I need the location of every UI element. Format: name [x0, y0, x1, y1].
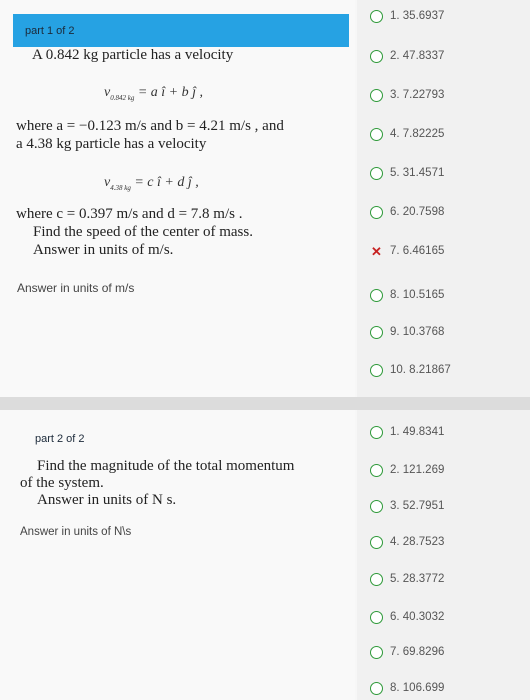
part2-option-7[interactable]: 7. 69.8296 [370, 640, 525, 664]
part1-task-line2: Answer in units of m/s. [33, 242, 174, 258]
part2-answer-label: Answer in units of N\s [20, 526, 132, 538]
part1-label: part 1 of 2 [25, 25, 75, 37]
radio-icon[interactable] [370, 364, 383, 377]
part1-where-line-b: a 4.38 kg particle has a velocity [16, 136, 207, 152]
part2-options [357, 410, 530, 700]
part1-option-9[interactable]: 9. 10.3768 [370, 320, 525, 344]
radio-icon[interactable] [370, 167, 383, 180]
radio-icon[interactable] [370, 50, 383, 63]
part2-option-1[interactable]: 1. 49.8341 [370, 420, 525, 444]
radio-icon[interactable] [370, 464, 383, 477]
part1-option-10[interactable]: 10. 8.21867 [370, 358, 525, 382]
radio-icon[interactable] [370, 326, 383, 339]
part1-equation-1: $v_{0.842 kg} = a$ î + b ĵ , [104, 85, 204, 102]
radio-icon[interactable] [370, 500, 383, 513]
part1-option-4[interactable]: 4. 7.82225 [370, 122, 525, 146]
part1-task-line1: Find the speed of the center of mass. [33, 224, 253, 240]
radio-icon[interactable] [370, 289, 383, 302]
part2-option-5[interactable]: 5. 28.3772 [370, 567, 525, 591]
radio-icon[interactable] [370, 646, 383, 659]
part1-option-5[interactable]: 5. 31.4571 [370, 161, 525, 185]
part1-options [357, 0, 530, 397]
part1-answer-label: Answer in units of m/s [17, 281, 135, 295]
wrong-answer-x-icon: ✕ [371, 243, 382, 259]
radio-icon[interactable] [370, 536, 383, 549]
part1-option-6[interactable]: 6. 20.7598 [370, 200, 525, 224]
part2-option-3[interactable]: 3. 52.7951 [370, 494, 525, 518]
part1-where-line-2: where c = 0.397 m/s and d = 7.8 m/s . [16, 206, 243, 222]
part1-where-line-a: where a = −0.123 m/s and b = 4.21 m/s , and [16, 118, 284, 134]
part1-header-bar [13, 14, 349, 47]
part2-question-area [0, 410, 355, 700]
part2-option-4[interactable]: 4. 28.7523 [370, 530, 525, 554]
part-separator [0, 397, 530, 410]
part1-option-8[interactable]: 8. 10.5165 [370, 283, 525, 307]
radio-icon[interactable] [370, 128, 383, 141]
part2-panel [0, 410, 530, 700]
part2-option-8[interactable]: 8. 106.699 [370, 676, 525, 700]
radio-icon[interactable] [370, 573, 383, 586]
part2-option-6[interactable]: 6. 40.3032 [370, 605, 525, 629]
part1-equation-2: $v_{4.38 kg} = c$ î + d ĵ , [104, 175, 199, 192]
part1-option-7[interactable]: ✕ 7. 6.46165 [371, 243, 445, 259]
radio-icon[interactable] [370, 89, 383, 102]
part1-option-1[interactable]: 1. 35.6937 [370, 4, 525, 28]
part2-label: part 2 of 2 [35, 433, 85, 445]
radio-icon[interactable] [370, 426, 383, 439]
radio-icon[interactable] [370, 682, 383, 695]
part1-question-area [0, 0, 355, 397]
radio-icon[interactable] [370, 611, 383, 624]
radio-icon[interactable] [370, 206, 383, 219]
part2-task-line2: of the system. [20, 475, 104, 491]
part1-option-3[interactable]: 3. 7.22793 [370, 83, 525, 107]
part2-header-bar [13, 422, 349, 455]
radio-icon[interactable] [370, 10, 383, 23]
part1-option-2[interactable]: 2. 47.8337 [370, 44, 525, 68]
part2-task-line3: Answer in units of N s. [37, 492, 177, 508]
part1-question-line1: A 0.842 kg particle has a velocity [32, 47, 234, 63]
part2-task-line1: Find the magnitude of the total momentum [37, 458, 295, 474]
part2-option-2[interactable]: 2. 121.269 [370, 458, 525, 482]
